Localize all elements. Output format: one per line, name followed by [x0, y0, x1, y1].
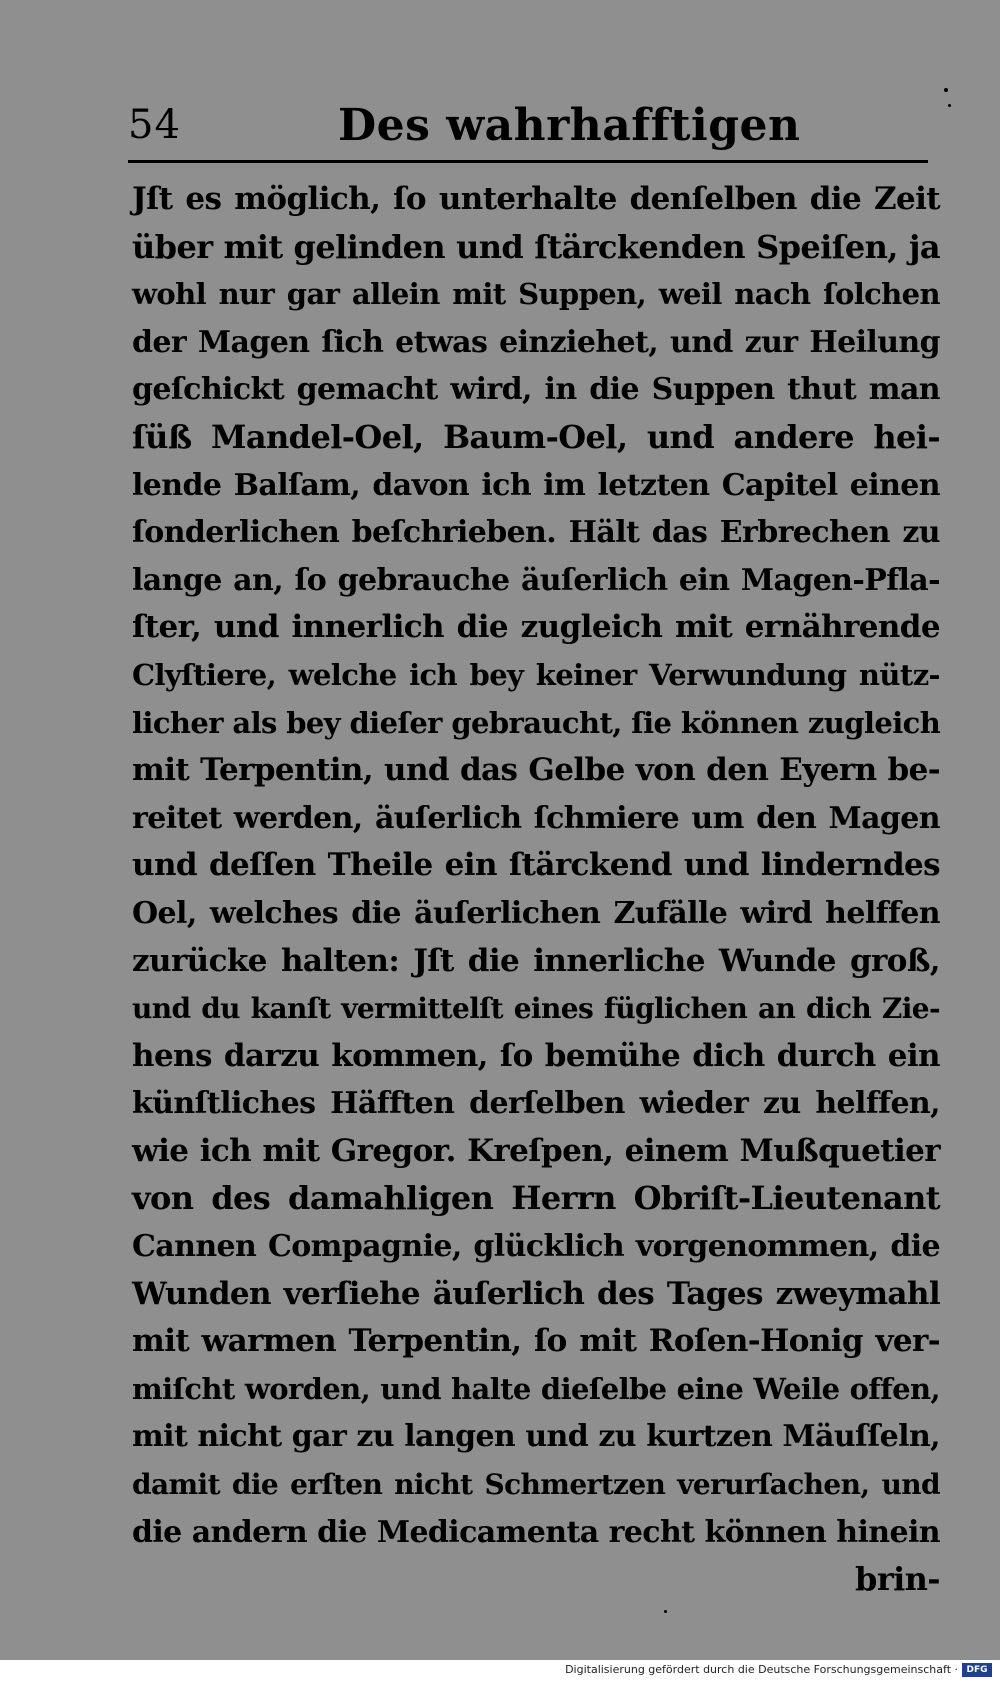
- text-line: hens darzu kommen, ſo bemühe dich durch ein: [132, 1037, 940, 1074]
- text-line: lende Balſam, davon ich im letzten Capitel einen: [132, 467, 940, 503]
- text-line: mit nicht gar zu langen und zu kurtzen Mäuſſeln,: [132, 1419, 940, 1455]
- text-line: ſonderlichen beſchrieben. Hält das Erbrechen zu: [132, 515, 940, 551]
- body-text: [132, 176, 940, 1604]
- scan-speck: [664, 1610, 667, 1613]
- text-line: lange an, ſo gebrauche äuſerlich ein Magen-Pfla-: [132, 562, 940, 598]
- text-line: die andern die Medicamenta recht können hinein: [132, 1514, 940, 1550]
- page-header: [128, 100, 928, 156]
- text-line: licher als bey dieſer gebraucht, ſie können zugleich: [132, 705, 941, 740]
- text-line: wohl nur gar allein mit Suppen, weil nach ſolchen: [132, 277, 940, 312]
- dfg-logo: DFG: [962, 1663, 992, 1677]
- text-line: mit Terpentin, und das Gelbe von den Eyern be-: [132, 752, 940, 789]
- text-line: miſcht worden, und halte dieſelbe eine Weile offen,: [132, 1371, 940, 1406]
- text-line: reitet werden, äuſerlich ſchmiere um den Magen: [132, 800, 940, 836]
- text-line: zurücke halten: Jſt die innerliche Wunde groß,: [132, 942, 940, 979]
- text-line: von des damahligen Herrn Obriſt-Lieutenant: [132, 1179, 940, 1218]
- header-rule: [128, 160, 928, 163]
- text-line: Wunden verſiehe äuſerlich des Tages zweymahl: [132, 1275, 940, 1312]
- text-line: wie ich mit Gregor. Kreſpen, einem Mußquetier: [132, 1132, 940, 1169]
- text-line: und du kanſt vermittelſt eines füglichen an dich Zie-: [132, 992, 940, 1026]
- text-line: Jſt es möglich, ſo unterhalte denſelben die Zeit: [132, 181, 940, 217]
- text-line: künſtliches Häfften derſelben wieder zu helffen,: [132, 1086, 940, 1122]
- text-line: über mit gelinden und ſtärckenden Speiſen, ja: [132, 227, 940, 266]
- digitization-credit: Digitalisierung gefördert durch die Deutsche Forschungsgemeinschaft ·: [565, 1663, 958, 1676]
- text-line: damit die erſten nicht Schmertzen verurſachen, und: [132, 1468, 940, 1502]
- page-number: 54: [128, 102, 181, 148]
- running-head: Des wahrhafftigen: [338, 100, 801, 151]
- text-line: ſüß Mandel-Oel, Baum-Oel, und andere hei-: [132, 417, 940, 456]
- text-line: Oel, welches die äuſerlichen Zufälle wird helffen: [132, 895, 940, 931]
- catchword: brin-: [855, 1560, 940, 1599]
- text-line: der Magen ſich etwas einziehet, und zur Heilung: [132, 324, 940, 360]
- text-line: geſchickt gemacht wird, in die Suppen thut man: [132, 372, 940, 408]
- text-line: und deſſen Theile ein ſtärckend und linderndes: [132, 847, 940, 884]
- scan-speck: [948, 104, 951, 107]
- text-line: Clyſtiere, welche ich bey keiner Verwundung nütz-: [132, 657, 940, 692]
- scan-speck: [944, 88, 948, 92]
- text-line: Cannen Compagnie, glücklich vorgenommen, die: [132, 1229, 940, 1265]
- text-line: mit warmen Terpentin, ſo mit Roſen-Honig ver-: [132, 1323, 940, 1360]
- text-line: ſter, und innerlich die zugleich mit ernährende: [132, 609, 940, 646]
